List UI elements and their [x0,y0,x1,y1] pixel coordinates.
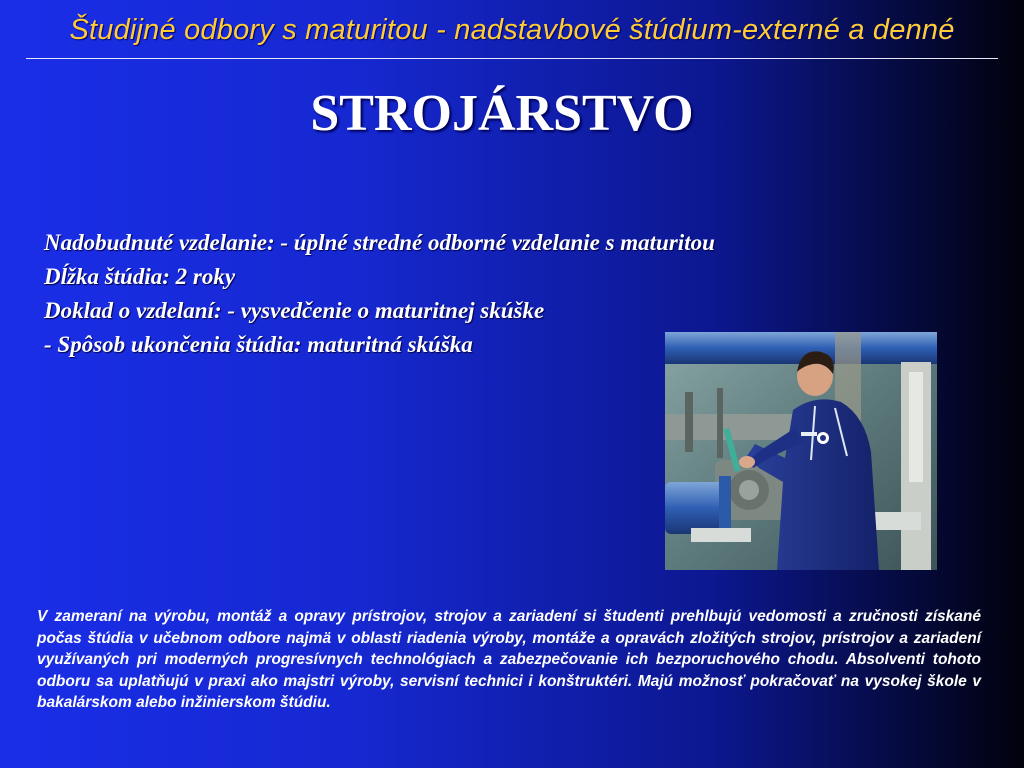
info-line-education: Nadobudnuté vzdelanie: - úplné stredné odborné vzdelanie s maturitou [44,230,715,255]
slide-title: Študijné odbory s maturitou - nadstavbové štúdium-externé a denné [69,14,955,46]
info-line-completion: - Spôsob ukončenia štúdia: maturitná skúška [44,332,473,357]
description-paragraph: V zameraní na výrobu, montáž a opravy prístrojov, strojov a zariadení si študenti prehlbujú vedomosti a zručnosti získané počas štúdia v učebnom odbore najmä v oblasti riadenia výroby, montáže a opravách zložitých strojov, prístrojov a zariadení využívaných pri moderných progresívnych technológiach a zabezpečovanie ich bezporuchového chodu. Absolventi tohoto odboru sa uplatňujú v praxi ako majstri výroby, servisní technici i konštruktéri. Majú možnosť pokračovať na vysokej škole v bakalárskom alebo inžinierskom štúdiu. [37,608,981,711]
worker-photo [665,332,937,570]
page-heading: STROJÁRSTVO [310,85,694,142]
title-divider [26,58,998,59]
info-line-certificate: Doklad o vzdelaní: - vysvedčenie o maturitnej skúške [44,298,545,323]
info-line-duration: Dĺžka štúdia: 2 roky [44,264,236,289]
